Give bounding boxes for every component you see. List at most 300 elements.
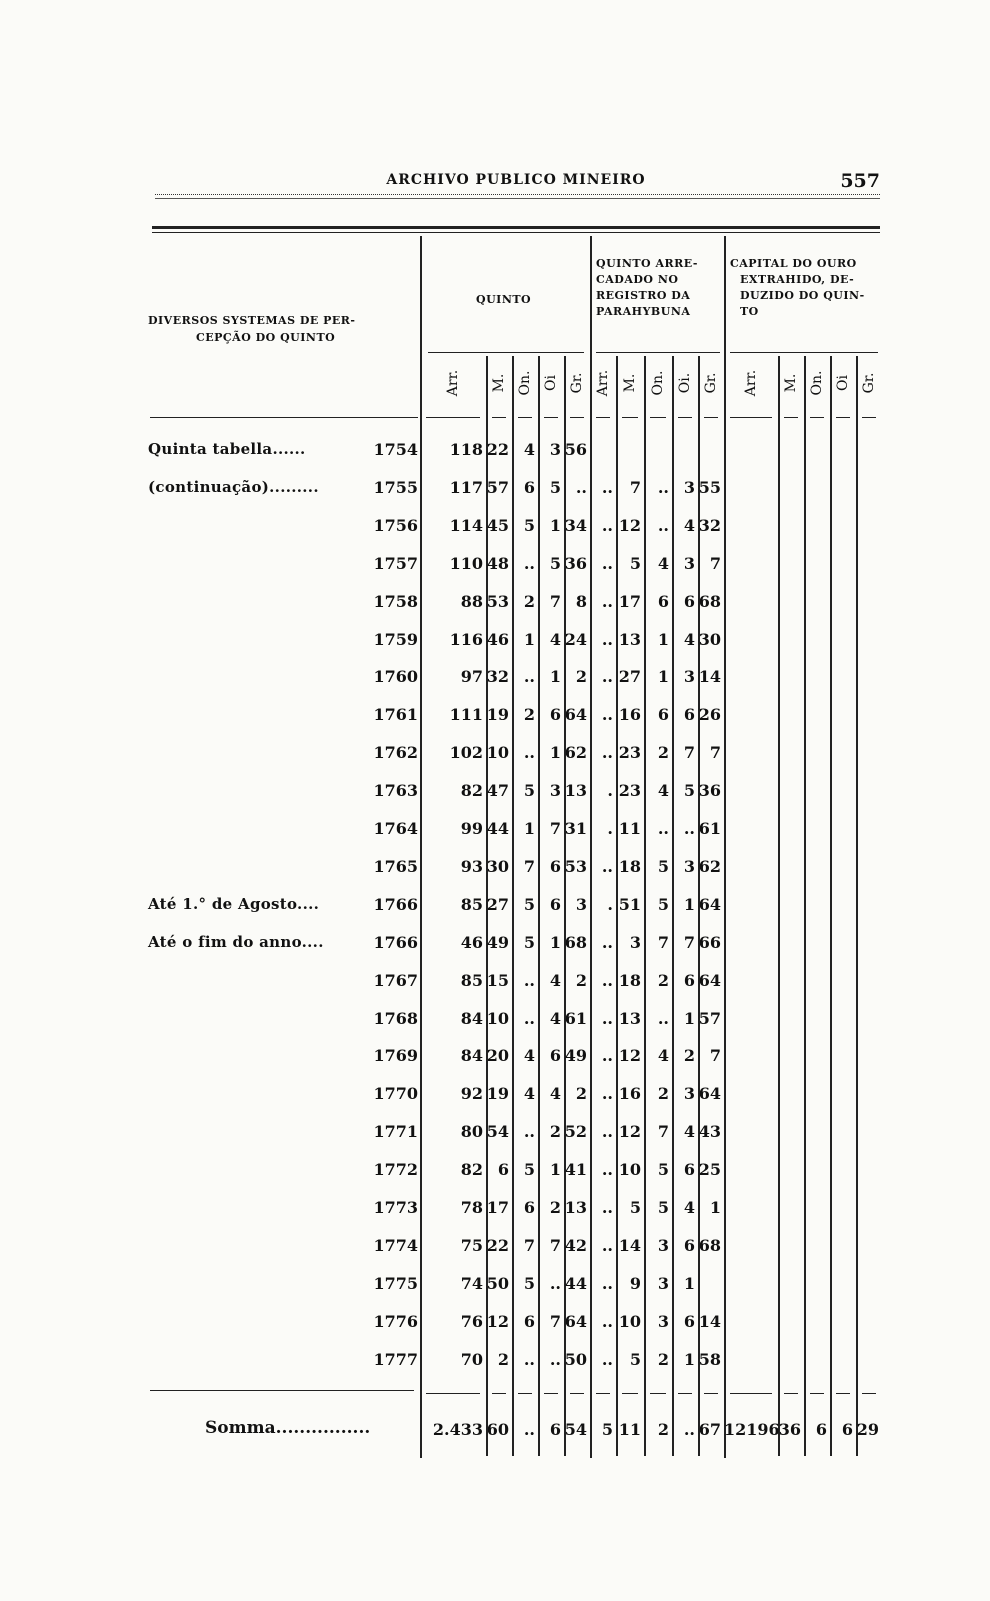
table-row (0, 468, 990, 506)
table-row (0, 1188, 990, 1226)
cell-p-3: 2 (683, 1046, 695, 1066)
row-year: 1774 (373, 1235, 418, 1255)
row-divider (862, 1393, 876, 1394)
cell-q-4: 24 (564, 629, 587, 649)
subheader-p-0: Arr. (595, 369, 611, 397)
cell-p-4: 7 (709, 743, 721, 763)
total-label: Somma................ (205, 1418, 371, 1438)
table-row (0, 695, 990, 733)
row-year: 1770 (373, 1084, 418, 1104)
cell-q-3: 4 (549, 1084, 561, 1104)
row-year: 1771 (373, 1122, 418, 1142)
cell-p-3: 6 (683, 970, 695, 990)
cell-p-2: 2 (657, 743, 669, 763)
cell-q-4: 8 (575, 591, 587, 611)
cell-p-0: . (607, 819, 613, 838)
total-cell-q-3: 6 (549, 1420, 561, 1439)
cell-p-2: 4 (657, 553, 669, 573)
row-year: 1767 (373, 970, 418, 990)
cell-p-1: 18 (618, 970, 641, 990)
row-divider (650, 417, 666, 418)
cell-p-4: 66 (698, 932, 721, 952)
cell-q-1: 12 (486, 1311, 509, 1331)
cell-q-0: 93 (460, 856, 483, 876)
cell-q-1: 20 (486, 1046, 509, 1066)
row-divider (678, 1393, 692, 1394)
cell-q-0: 76 (460, 1311, 483, 1331)
cell-p-3: 6 (683, 705, 695, 725)
table-row (0, 544, 990, 582)
row-divider (426, 417, 480, 418)
cell-p-0: .. (601, 1235, 613, 1255)
cell-p-4: 14 (698, 1311, 721, 1331)
cell-p-3: 3 (683, 553, 695, 573)
row-divider (836, 417, 850, 418)
cell-q-1: 49 (486, 932, 509, 952)
cell-q-2: 5 (523, 515, 535, 535)
cell-q-2: 2 (523, 705, 535, 725)
row-label: Até 1.° de Agosto.... (148, 894, 320, 913)
cell-p-1: 13 (618, 629, 641, 649)
cell-q-1: 2 (497, 1349, 509, 1369)
row-divider (518, 1393, 532, 1394)
cell-q-0: 74 (460, 1273, 483, 1293)
cell-q-2: .. (523, 1122, 535, 1142)
cell-q-4: 68 (564, 932, 587, 952)
running-header (150, 170, 882, 192)
row-year: 1768 (373, 1008, 418, 1028)
row-year: 1776 (373, 1311, 418, 1331)
main-column-label: DIVERSOS SYSTEMAS DE PER- CEPÇÃO DO QUINTO (148, 314, 356, 344)
row-divider (544, 417, 558, 418)
cell-p-2: 2 (657, 970, 669, 990)
cell-q-3: 6 (549, 1046, 561, 1066)
cell-q-0: 116 (449, 629, 483, 649)
cell-p-2: 4 (657, 1046, 669, 1066)
cell-q-1: 10 (486, 743, 509, 763)
total-cell-q-0: 2.433 (432, 1420, 483, 1439)
cell-p-1: 16 (618, 705, 641, 725)
cell-p-1: 23 (618, 781, 641, 801)
cell-q-1: 22 (486, 1235, 509, 1255)
cell-q-3: 3 (549, 440, 561, 459)
total-cell-p-4: 67 (698, 1420, 721, 1439)
cell-q-4: 53 (564, 856, 587, 876)
cell-q-0: 117 (449, 477, 483, 497)
cell-q-2: 6 (523, 1311, 535, 1331)
cell-q-1: 47 (486, 781, 509, 801)
cell-p-0: .. (601, 970, 613, 990)
total-cell-p-0: 5 (601, 1420, 613, 1439)
cell-p-1: 9 (629, 1273, 641, 1293)
row-divider (596, 417, 610, 418)
cell-q-2: 7 (523, 856, 535, 876)
row-label: Até o fim do anno.... (148, 932, 324, 951)
cell-q-2: 5 (523, 932, 535, 952)
cell-p-1: 12 (618, 515, 641, 535)
cell-p-1: 12 (618, 1122, 641, 1142)
row-divider (596, 1393, 610, 1394)
cell-p-4: 55 (698, 477, 721, 497)
cell-p-2: 2 (657, 1349, 669, 1369)
cell-q-2: 5 (523, 1273, 535, 1293)
row-year: 1769 (373, 1046, 418, 1066)
row-divider (492, 417, 506, 418)
cell-q-4: 61 (564, 1008, 587, 1028)
cell-p-4: 68 (698, 1235, 721, 1255)
cell-q-0: 82 (460, 1160, 483, 1180)
cell-q-1: 45 (486, 515, 509, 535)
total-cell-c-3: 6 (841, 1420, 853, 1439)
table-row (0, 657, 990, 695)
subheader-p-3: Oi. (677, 372, 693, 394)
cell-q-4: 56 (564, 440, 587, 459)
cell-p-3: 6 (683, 1160, 695, 1180)
cell-p-2: .. (657, 819, 669, 838)
cell-p-4: 68 (698, 591, 721, 611)
cell-q-0: 82 (460, 781, 483, 801)
table-row (0, 847, 990, 885)
cell-p-2: .. (657, 515, 669, 535)
cell-q-2: 1 (523, 819, 535, 838)
group-quinto-header: QUINTO (476, 293, 532, 306)
cell-p-2: 7 (657, 932, 669, 952)
cell-q-2: 4 (523, 1046, 535, 1066)
cell-p-1: 10 (618, 1311, 641, 1331)
table-row (0, 620, 990, 658)
cell-p-2: 3 (657, 1311, 669, 1331)
cell-p-3: 4 (683, 1122, 695, 1142)
total-cell-c-2: 6 (815, 1420, 827, 1439)
total-cell-c-1: 36 (778, 1420, 801, 1439)
cell-p-2: 3 (657, 1273, 669, 1293)
cell-q-0: 85 (460, 894, 483, 914)
row-year: 1766 (373, 894, 418, 914)
cell-q-2: .. (523, 1008, 535, 1028)
total-cell-q-2: .. (523, 1420, 535, 1439)
subheader-q-4: Gr. (569, 372, 585, 394)
cell-p-0: .. (601, 1198, 613, 1217)
cell-p-0: .. (601, 1160, 613, 1180)
cell-q-4: 13 (564, 1198, 587, 1217)
cell-q-4: 36 (564, 553, 587, 573)
row-divider (836, 1393, 850, 1394)
cell-p-4: 57 (698, 1008, 721, 1028)
cell-q-1: 19 (486, 1084, 509, 1104)
cell-q-3: 1 (549, 515, 561, 535)
cell-p-1: 27 (618, 667, 641, 687)
cell-p-3: 3 (683, 477, 695, 497)
row-divider (784, 1393, 798, 1394)
table-row (0, 885, 990, 923)
cell-p-4: 36 (698, 781, 721, 801)
cell-p-0: .. (601, 515, 613, 535)
cell-q-0: 99 (460, 819, 483, 838)
cell-p-2: 4 (657, 781, 669, 801)
cell-p-3: 3 (683, 1084, 695, 1104)
subheader-c-1: M. (783, 373, 799, 393)
table-row (0, 1036, 990, 1074)
cell-p-0: .. (601, 553, 613, 573)
row-divider (810, 417, 824, 418)
row-divider (492, 1393, 506, 1394)
cell-p-1: 12 (618, 1046, 641, 1066)
cell-p-2: 7 (657, 1122, 669, 1142)
cell-p-4: 62 (698, 856, 721, 876)
cell-p-0: .. (601, 1273, 613, 1293)
cell-q-1: 53 (486, 591, 509, 611)
row-year: 1765 (373, 856, 418, 876)
cell-p-1: 5 (629, 1198, 641, 1217)
table-row (0, 771, 990, 809)
cell-q-0: 75 (460, 1235, 483, 1255)
cell-q-0: 84 (460, 1008, 483, 1028)
cell-p-0: .. (601, 1311, 613, 1331)
cell-p-0: .. (601, 932, 613, 952)
cell-q-1: 30 (486, 856, 509, 876)
cell-q-0: 111 (449, 705, 483, 725)
cell-q-3: 7 (549, 1311, 561, 1331)
total-cell-p-3: .. (683, 1420, 695, 1439)
table-row (0, 506, 990, 544)
cell-p-3: 6 (683, 1235, 695, 1255)
row-year: 1754 (373, 440, 418, 459)
row-year: 1762 (373, 743, 418, 763)
cell-p-3: 6 (683, 1311, 695, 1331)
row-year: 1775 (373, 1273, 418, 1293)
cell-p-1: 7 (629, 477, 641, 497)
page-number: 557 (840, 170, 880, 192)
cell-p-2: 5 (657, 856, 669, 876)
row-year: 1764 (373, 819, 418, 838)
subheader-p-4: Gr. (703, 372, 719, 394)
cell-p-3: 7 (683, 743, 695, 763)
table-row (0, 961, 990, 999)
subheader-q-2: On. (517, 370, 533, 396)
table-row (0, 1112, 990, 1150)
row-label: (continuação)......... (148, 477, 319, 496)
cell-q-0: 46 (460, 932, 483, 952)
cell-p-4: 58 (698, 1349, 721, 1369)
row-label: Quinta tabella...... (148, 440, 306, 458)
cell-p-3: 1 (683, 1349, 695, 1369)
cell-q-3: 1 (549, 667, 561, 687)
row-year: 1758 (373, 591, 418, 611)
cell-q-4: 34 (564, 515, 587, 535)
cell-q-1: 54 (486, 1122, 509, 1142)
cell-q-1: 46 (486, 629, 509, 649)
cell-q-0: 84 (460, 1046, 483, 1066)
cell-q-1: 19 (486, 705, 509, 725)
cell-q-1: 57 (486, 477, 509, 497)
table-row (0, 1264, 990, 1302)
subheader-p-2: On. (650, 370, 666, 396)
cell-q-3: 4 (549, 629, 561, 649)
cell-q-4: 62 (564, 743, 587, 763)
table-row (0, 1074, 990, 1112)
cell-p-0: .. (601, 705, 613, 725)
row-divider (650, 1393, 666, 1394)
subheader-c-3: Oi (835, 375, 851, 391)
cell-p-0: .. (601, 1084, 613, 1104)
row-year: 1773 (373, 1198, 418, 1217)
cell-q-4: 49 (564, 1046, 587, 1066)
cell-q-2: 6 (523, 477, 535, 497)
cell-p-2: 2 (657, 1084, 669, 1104)
cell-q-3: 2 (549, 1198, 561, 1217)
cell-q-3: .. (549, 1273, 561, 1293)
cell-q-4: 64 (564, 1311, 587, 1331)
cell-q-3: 6 (549, 894, 561, 914)
cell-q-2: 5 (523, 781, 535, 801)
cell-q-1: 32 (486, 667, 509, 687)
subheader-q-1: M. (491, 373, 507, 393)
cell-p-2: 1 (657, 629, 669, 649)
subheader-p-1: M. (622, 373, 638, 393)
row-divider (570, 1393, 584, 1394)
row-divider (704, 1393, 718, 1394)
cell-p-4: 7 (709, 1046, 721, 1066)
cell-q-1: 6 (497, 1160, 509, 1180)
table-row (0, 999, 990, 1037)
cell-p-2: 5 (657, 1198, 669, 1217)
row-divider (622, 417, 638, 418)
cell-q-1: 27 (486, 894, 509, 914)
cell-p-0: . (607, 781, 613, 801)
cell-p-1: 11 (618, 819, 641, 838)
cell-q-2: .. (523, 667, 535, 687)
cell-q-2: 7 (523, 1235, 535, 1255)
cell-p-3: 4 (683, 629, 695, 649)
cell-q-4: 44 (564, 1273, 587, 1293)
subheader-q-0: Arr. (445, 369, 461, 397)
cell-q-1: 15 (486, 970, 509, 990)
cell-p-0: .. (601, 629, 613, 649)
cell-p-1: 10 (618, 1160, 641, 1180)
cell-p-3: 6 (683, 591, 695, 611)
row-year: 1766 (373, 932, 418, 952)
cell-p-2: 5 (657, 894, 669, 914)
cell-q-3: 7 (549, 819, 561, 838)
cell-p-0: .. (601, 591, 613, 611)
row-year: 1761 (373, 705, 418, 725)
cell-q-1: 44 (486, 819, 509, 838)
table-row (0, 1226, 990, 1264)
cell-p-2: 5 (657, 1160, 669, 1180)
header-title: ARCHIVO PUBLICO MINEIRO (386, 172, 646, 188)
cell-q-4: 2 (575, 1084, 587, 1104)
table-row (0, 1150, 990, 1188)
total-cell-p-2: 2 (657, 1420, 669, 1439)
row-divider (678, 417, 692, 418)
table-row (0, 809, 990, 847)
cell-q-2: 2 (523, 591, 535, 611)
cell-q-3: 2 (549, 1122, 561, 1142)
cell-p-4: 26 (698, 705, 721, 725)
cell-q-3: 1 (549, 932, 561, 952)
table-top-rule-thin (152, 232, 880, 233)
table-row (0, 582, 990, 620)
cell-q-4: 31 (564, 819, 587, 838)
cell-p-4: 1 (709, 1198, 721, 1217)
cell-p-2: .. (657, 1008, 669, 1028)
row-divider (622, 1393, 638, 1394)
cell-q-0: 78 (460, 1198, 483, 1217)
cell-p-1: 14 (618, 1235, 641, 1255)
cell-p-4: 32 (698, 515, 721, 535)
row-divider (544, 1393, 558, 1394)
cell-p-2: .. (657, 477, 669, 497)
cell-p-4: 7 (709, 553, 721, 573)
cell-p-1: 17 (618, 591, 641, 611)
total-cell-c-4: 29 (856, 1420, 879, 1439)
row-divider (150, 1390, 414, 1391)
cell-q-0: 92 (460, 1084, 483, 1104)
total-cell-q-1: 60 (486, 1420, 509, 1439)
cell-q-1: 48 (486, 553, 509, 573)
cell-p-0: .. (601, 743, 613, 763)
cell-p-2: 6 (657, 591, 669, 611)
cell-p-3: 1 (683, 1273, 695, 1293)
subheader-c-2: On. (809, 370, 825, 396)
table-row (0, 430, 990, 468)
cell-p-4: 25 (698, 1160, 721, 1180)
cell-p-4: 64 (698, 894, 721, 914)
group-parahybuna-header: QUINTO ARRE- CADADO NO REGISTRO DA PARAHYBUNA (596, 257, 698, 318)
cell-p-0: .. (601, 1008, 613, 1028)
cell-q-3: 5 (549, 553, 561, 573)
row-year: 1757 (373, 553, 418, 573)
cell-p-0: .. (601, 667, 613, 687)
cell-q-4: 3 (575, 894, 587, 914)
cell-p-0: .. (601, 1122, 613, 1142)
row-divider (570, 417, 584, 418)
cell-p-3: 1 (683, 1008, 695, 1028)
cell-p-4: 61 (698, 819, 721, 838)
cell-q-3: 7 (549, 591, 561, 611)
cell-q-0: 80 (460, 1122, 483, 1142)
cell-p-1: 16 (618, 1084, 641, 1104)
cell-q-4: .. (575, 477, 587, 497)
cell-p-0: .. (601, 856, 613, 876)
cell-q-2: .. (523, 743, 535, 763)
cell-q-1: 17 (486, 1198, 509, 1217)
cell-q-3: 6 (549, 705, 561, 725)
cell-q-0: 110 (449, 553, 483, 573)
cell-q-0: 102 (449, 743, 483, 763)
cell-p-1: 3 (629, 932, 641, 952)
cell-p-4: 14 (698, 667, 721, 687)
cell-q-0: 88 (460, 591, 483, 611)
cell-q-0: 85 (460, 970, 483, 990)
cell-q-0: 97 (460, 667, 483, 687)
cell-p-3: 7 (683, 932, 695, 952)
cell-q-2: 6 (523, 1198, 535, 1217)
cell-q-1: 22 (486, 440, 509, 459)
cell-p-1: 51 (618, 894, 641, 914)
cell-q-4: 41 (564, 1160, 587, 1180)
cell-p-4: 43 (698, 1122, 721, 1142)
cell-q-2: 5 (523, 894, 535, 914)
cell-p-3: 4 (683, 515, 695, 535)
row-divider (730, 1393, 772, 1394)
cell-q-0: 118 (449, 440, 483, 459)
cell-p-4: 30 (698, 629, 721, 649)
header-divider (155, 194, 880, 199)
row-year: 1759 (373, 629, 418, 649)
cell-q-1: 10 (486, 1008, 509, 1028)
cell-q-2: 4 (523, 1084, 535, 1104)
